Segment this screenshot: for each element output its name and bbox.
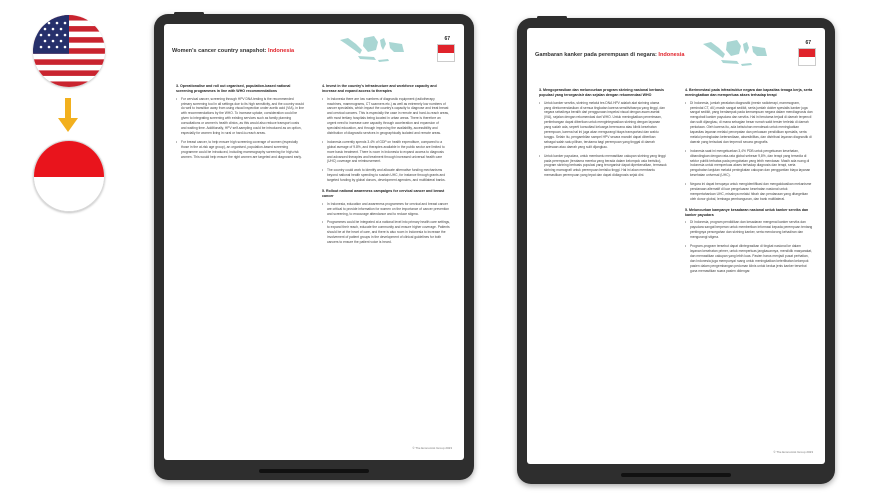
bullet-item: • The country could work to identify and allocate alternative funding mechanisms beyond national health spending to sustain UHC, for instance through grants and targeted funding by global donors, development agencies, and multilateral banks. bbox=[322, 168, 450, 183]
home-indicator[interactable] bbox=[621, 473, 731, 477]
tablet-indonesian bbox=[517, 18, 835, 484]
section-3 bbox=[176, 84, 304, 159]
section-5 bbox=[322, 189, 450, 245]
indonesia-flag-icon bbox=[437, 44, 455, 62]
page-title: Gambaran kanker pada perempuan di negara: Indonesia bbox=[535, 52, 685, 58]
section-heading: 4. Berinvestasi pada infrastruktur negara dan kapasitas tenaga kerja, serta meningkatkan dan memperluas akses terhadap terapi bbox=[685, 88, 813, 97]
bullet-item: • Untuk kanker serviks, skrining melalui tes DNA HPV adalah alat skrining utama yang direkomendasikan di semua tingkatan karena sensitivitasnya yang tinggi, dan negara sebaiknya beralih dari penggunaan inspeksi visual dengan asam asetat (IVA), sejalan dengan rekomendasi dari WHO. Untuk meningkatkan penerimaan, pertimbangan dapat diberikan untuk mengintegrasikan skrining dengan layanan yang sudah ada, seperti konsultasi keluarga berencana atau klinik kesehatan perempuan, karena hal ini juga akan mengurangi biaya transportasi dan waktu tunggu. Selain itu, pengambilan sampel HPV secara mandiri dapat diberikan sebagai salah satu pilihan, terutama bagi perempuan yang tinggal di daerah pedesaan atau daerah yang sulit dijangkau. bbox=[539, 101, 667, 150]
section-4 bbox=[685, 88, 813, 202]
document-page-indonesian bbox=[527, 28, 825, 464]
indonesia-map-icon bbox=[699, 36, 769, 72]
bullet-item: • Negara ini dapat berupaya untuk mengidentifikasi dan mengalokasikan mekanisme pendanaan alternatif di luar pengeluaran kesehatan nasional untuk mempertahankan UHC, misalnya melalui hibah dan pendanaan yang ditargetkan oleh donor global, lembaga pembangunan, dan bank multilateral. bbox=[685, 182, 813, 202]
indonesia-map-icon bbox=[336, 32, 406, 68]
bullet-item: • For cervical cancer, screening through HPV DNA testing is the recommended primary screening tool in all settings due to its high sensitivity, and the country would do well to transition away from using visual inspection under acetic acid (VIA), in line with recommendations by the WHO. To increase uptake, consideration could be given to integrating screening with existing services such as family planning consultations or women's health clinics, as this would also reduce transport costs and waiting time. Additionally, HPV self-sampling could be introduced as an option, especially for women living in rural or hard-to-reach areas. bbox=[176, 97, 304, 136]
tablet-english bbox=[154, 14, 474, 480]
bullet-item: • Indonesia currently spends 3.4% of GDP on health expenditure, compared to a global average of 9.8%, and therapies available in the public sector are limited to more basic treatment. There is room in Indonesia to expand access to diagnosis and advanced therapies and treatment through increased universal health care (UHC) coverage and reimbursement. bbox=[322, 140, 450, 165]
right-column bbox=[322, 84, 450, 251]
bullet-item: • In Indonesia, education and awareness programmes for cervical and breast cancer are critical to provide information for women on the importance of cancer prevention and screening, to encourage attendance and to reduce stigma. bbox=[322, 202, 450, 217]
bullet-item: • Untuk kanker payudara, untuk membantu memastikan cakupan skrining yang tinggi pada perempuan (terutama mereka yang berada dalam kelompok usia berisiko), program skrining berbasis populasi yang terorganisir dapat diperkenalkan, termasuk skrining mamografi untuk perempuan berisiko tinggi. Hal ini akan membantu memastikan perempuan yang tepat dan dapat didiagnosis sejak dini. bbox=[539, 154, 667, 179]
document-page-english bbox=[164, 24, 464, 460]
us-flag-icon bbox=[33, 15, 105, 87]
bullet-item: • Program-program tersebut dapat diintegrasikan di tingkat nasional ke dalam layanan kesehatan primer, untuk memperluas jangkauannya, mendidik masyarakat, dan memastikan cakupan yang lebih luas. Pasien harus menjadi pusat perhatian, dan Indonesia juga mempunyai ruang untuk meningkatkan keterlibatan kelompok pasien dalam pengembangan pedoman klinis untuk kedua jenis kanker tersebut guna memastikan suara pasien didengar. bbox=[685, 244, 813, 273]
page-footer: © The Economist Group 2023 bbox=[773, 450, 813, 454]
page-title: Women's cancer country snapshot: Indonesia bbox=[172, 48, 295, 54]
left-column bbox=[539, 88, 667, 184]
section-heading: 3. Operationalise and roll out organised, population-based national screening programmes in line with WHO recommendations bbox=[176, 84, 291, 93]
country-name: Indonesia bbox=[268, 48, 295, 54]
page-footer: © The Economist Group 2023 bbox=[412, 446, 452, 450]
bullet-item: • In Indonesia there are low numbers of diagnostic equipment (radiotherapy machines, mammograms, CT scanners etc.) as well as extremely low numbers of cancer specialists, which impact the country's capacity to diagnose and treat breast and cervical cancers. This is especially the case in remote and hard-to-reach areas, with most tertiary hospitals being located in urban areas. There is therefore an urgent need to increase care capacity through acceleration and expansion of specialist education, and through improving the availability, accessibility and distribution of diagnostic services in geographically isolated and remote areas. bbox=[322, 97, 450, 136]
section-heading: 5. Rollout national awareness campaigns for cervical cancer and breast cancer bbox=[322, 189, 445, 198]
bullet-item: • Programmes could be integrated at a national level into primary health care settings, to expand their reach, educate the community and ensure higher coverage. Patients should be at the heart of care, and there is also room in Indonesia to increase the involvement of patient groups in the development of clinical guidelines for both cancers to ensure the patient voice is heard. bbox=[322, 220, 450, 245]
bullet-item: • Di Indonesia, program pendidikan dan kesadaran mengenai kanker serviks dan payudara sangat berperan untuk memberikan informasi kepada perempuan tentang pentingnya pencegahan dan skrining kanker, serta mendorong kehadiran dan mengurangi stigma. bbox=[685, 220, 813, 240]
indonesia-flag-icon bbox=[798, 48, 816, 66]
section-heading: 4. Invest in the country's infrastructure and workforce capacity and increase and expand access to therapies bbox=[322, 84, 437, 93]
home-indicator[interactable] bbox=[259, 469, 369, 473]
section-4 bbox=[322, 84, 450, 183]
country-name: Indonesia bbox=[658, 52, 685, 58]
section-heading: 3. Mengoperasikan dan meluncurkan program skrining nasional berbasis populasi yang terorganisir dan sejalan dengan rekomendasi WHO bbox=[539, 88, 665, 97]
section-3 bbox=[539, 88, 667, 178]
indonesia-flag-icon bbox=[33, 140, 105, 212]
left-column bbox=[176, 84, 304, 165]
page-number: 67 bbox=[444, 36, 450, 42]
bullet-item: • For breast cancer, to help ensure high screening coverage of women (especially those in the at-risk age group), an organised, population-based screening programme could be introduced, including mammography screening for high-risk women. This would help ensure the right women are targeted and diagnosed early. bbox=[176, 140, 304, 160]
section-heading: 5. Meluncurkan kampanye kesadaran nasional untuk kanker serviks dan kanker payudara bbox=[685, 207, 809, 217]
bullet-item: • Indonesia saat ini mengeluarkan 3,4% PDB untuk pengeluaran kesehatan, dibandingkan dengan rata-rata global sebesar 9,8%, dan terapi yang tersedia di sektor publik terbatas pada pengobatan yang lebih mendasar. Masih ada ruang di Indonesia untuk memperluas akses terhadap diagnosis dan terapi, serta pengobatan lanjutan melalui peningkatan cakupan dan penggantian biaya layanan kesehatan universal (UHC). bbox=[685, 149, 813, 178]
bullet-item: • Di Indonesia, jumlah peralatan diagnostik (mesin radioterapi, mammogram, pemindai CT, dll.) masih sangat sedikit, serta jumlah dokter spesialis kanker juga sangat sedikit, yang berdampak pada kemampuan negara dalam mendiagnosis dan mengobati kanker payudara dan serviks. Hal ini terutama terjadi di daerah terpencil dan sulit dijangkau, di mana sebagian besar rumah sakit tersier terletak di daerah perkotaan. Oleh karena itu, ada kebutuhan mendesak untuk meningkatkan kapasitas layanan melalui percepatan dan perluasan pendidikan spesialis, serta melalui peningkatan ketersediaan, aksesibilitas, dan distribusi layanan diagnostik di daerah yang terisolasi dan terpencil secara geografis. bbox=[685, 101, 813, 145]
right-column bbox=[685, 88, 813, 279]
section-5 bbox=[685, 208, 813, 274]
page-number: 67 bbox=[805, 40, 811, 46]
arrow-down-icon bbox=[58, 98, 78, 134]
